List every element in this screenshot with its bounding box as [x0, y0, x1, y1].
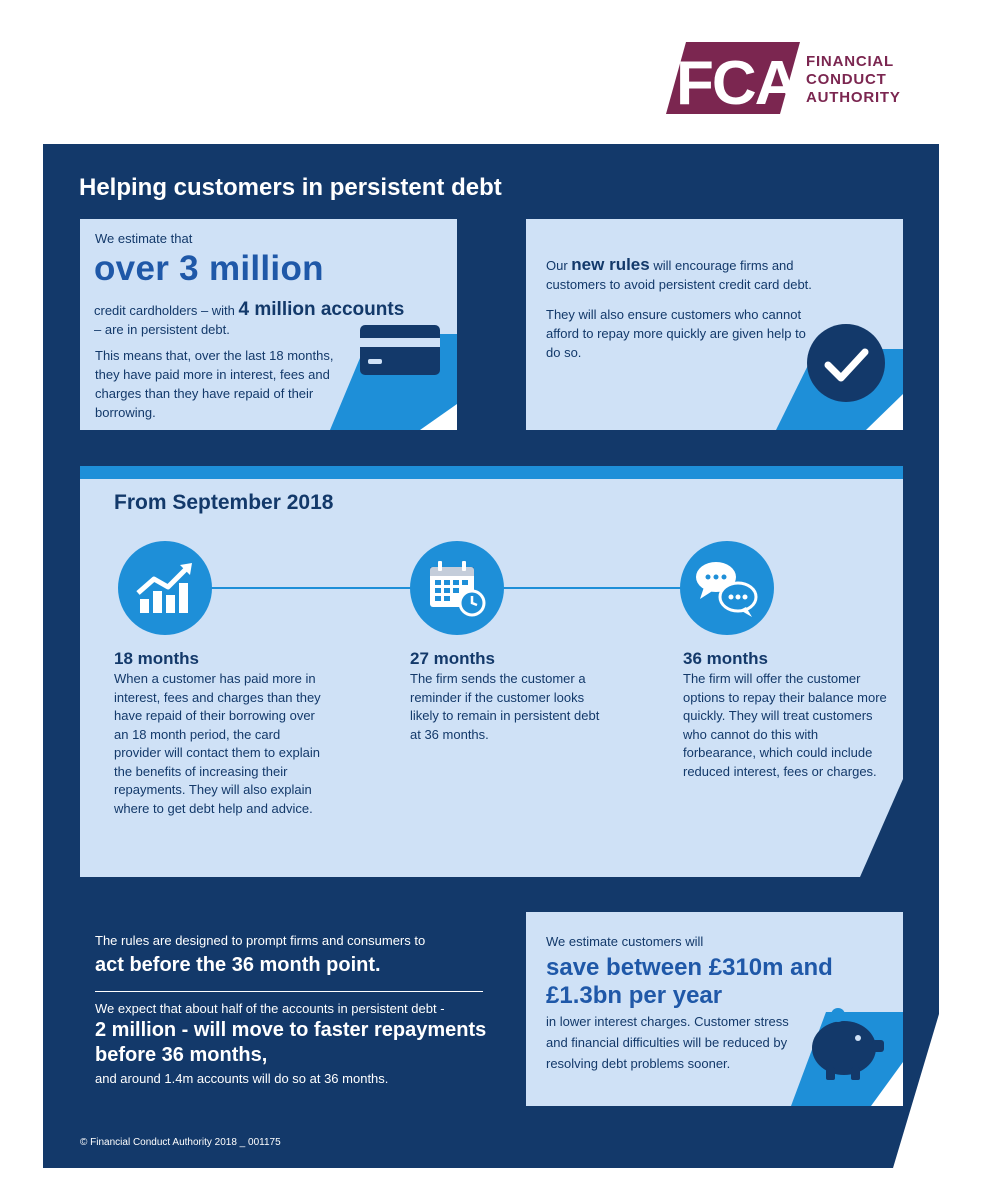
savings-headline: save between £310m and £1.3bn per year	[546, 954, 833, 1009]
timeline-title: From September 2018	[114, 491, 334, 514]
box2-paragraph-1	[546, 255, 836, 294]
fca-logo-mark	[664, 40, 800, 116]
box2-text-pre: Our	[546, 258, 572, 273]
step-2-text: The firm sends the customer a reminder if the customer looks likely to remain in persistent debt at 36 months.	[410, 671, 600, 742]
copyright-footer: © Financial Conduct Authority 2018 _ 001175	[80, 1137, 281, 1148]
logo-letters: FCA	[676, 49, 798, 116]
timeline-box	[80, 479, 903, 877]
box1-line-2	[94, 299, 404, 321]
speech-bubbles-icon	[680, 541, 774, 635]
logo-line-2: CONDUCT	[806, 71, 887, 88]
step-1-heading: 18 months	[114, 649, 200, 668]
rules-box	[526, 219, 903, 430]
step-3-text: The firm will offer the customer options to repay their balance more quickly. They will treat customers who cannot do this with forbearance, which could include reduced interest, fees or charges.	[683, 671, 887, 779]
logo-line-3: AUTHORITY	[806, 89, 901, 106]
page-title: Helping customers in persistent debt	[79, 174, 502, 201]
rules-summary-headline: act before the 36 month point.	[95, 954, 381, 976]
box1-line-2-text: credit cardholders – with	[94, 303, 239, 318]
step-2-circle	[410, 541, 504, 635]
step-2-heading: 27 months	[410, 649, 496, 668]
logo-line-1: FINANCIAL	[806, 53, 895, 70]
savings-intro: We estimate customers will	[546, 934, 704, 949]
savings-paragraph: in lower interest charges. Customer stress and financial difficulties will be reduced by resolving debt problems sooner.	[546, 1014, 789, 1071]
box1-intro: We estimate that	[95, 231, 193, 246]
expectation-intro: We expect that about half of the accounts in persistent debt -	[95, 1001, 445, 1016]
rising-chart-icon	[118, 541, 212, 635]
box2-paragraph-2: They will also ensure customers who cannot afford to repay more quickly are given help to do so.	[546, 307, 806, 360]
box2-new-rules: new rules	[571, 255, 650, 274]
step-1-circle	[118, 541, 212, 635]
step-1-text: When a customer has paid more in interest, fees and charges than they have repaid of their borrowing over an 18 month period, the card provider will contact them to explain the benefits of increasing their repayments. They will also explain where to get debt help and advice.	[114, 671, 321, 816]
fca-logo	[664, 40, 924, 120]
expectation-headline: 2 million - will move to faster repayments before 36 months,	[95, 1019, 487, 1066]
calendar-clock-icon	[410, 541, 504, 635]
divider	[95, 991, 483, 992]
main-panel	[43, 144, 939, 1168]
timeline-top-band	[80, 466, 903, 479]
rules-summary	[95, 932, 495, 1088]
box1-line-2-bold: 4 million accounts	[238, 299, 405, 320]
step-3-circle	[680, 541, 774, 635]
rules-summary-intro: The rules are designed to prompt firms and consumers to	[95, 933, 426, 948]
box1-paragraph: This means that, over the last 18 months, they have paid more in interest, fees and charges than they have repaid of their borrowing.	[95, 348, 334, 420]
step-3-heading: 36 months	[683, 649, 769, 668]
box1-headline: over 3 million	[94, 249, 324, 288]
box2-text-post: will encourage firms and customers to avoid persistent credit card debt.	[546, 258, 812, 292]
savings-box	[526, 912, 903, 1106]
stat-box-cardholders	[80, 219, 457, 430]
box1-line-3: – are in persistent debt.	[94, 322, 230, 337]
logo-wordmark	[806, 53, 901, 107]
expectation-note: and around 1.4m accounts will do so at 36 months.	[95, 1071, 389, 1086]
